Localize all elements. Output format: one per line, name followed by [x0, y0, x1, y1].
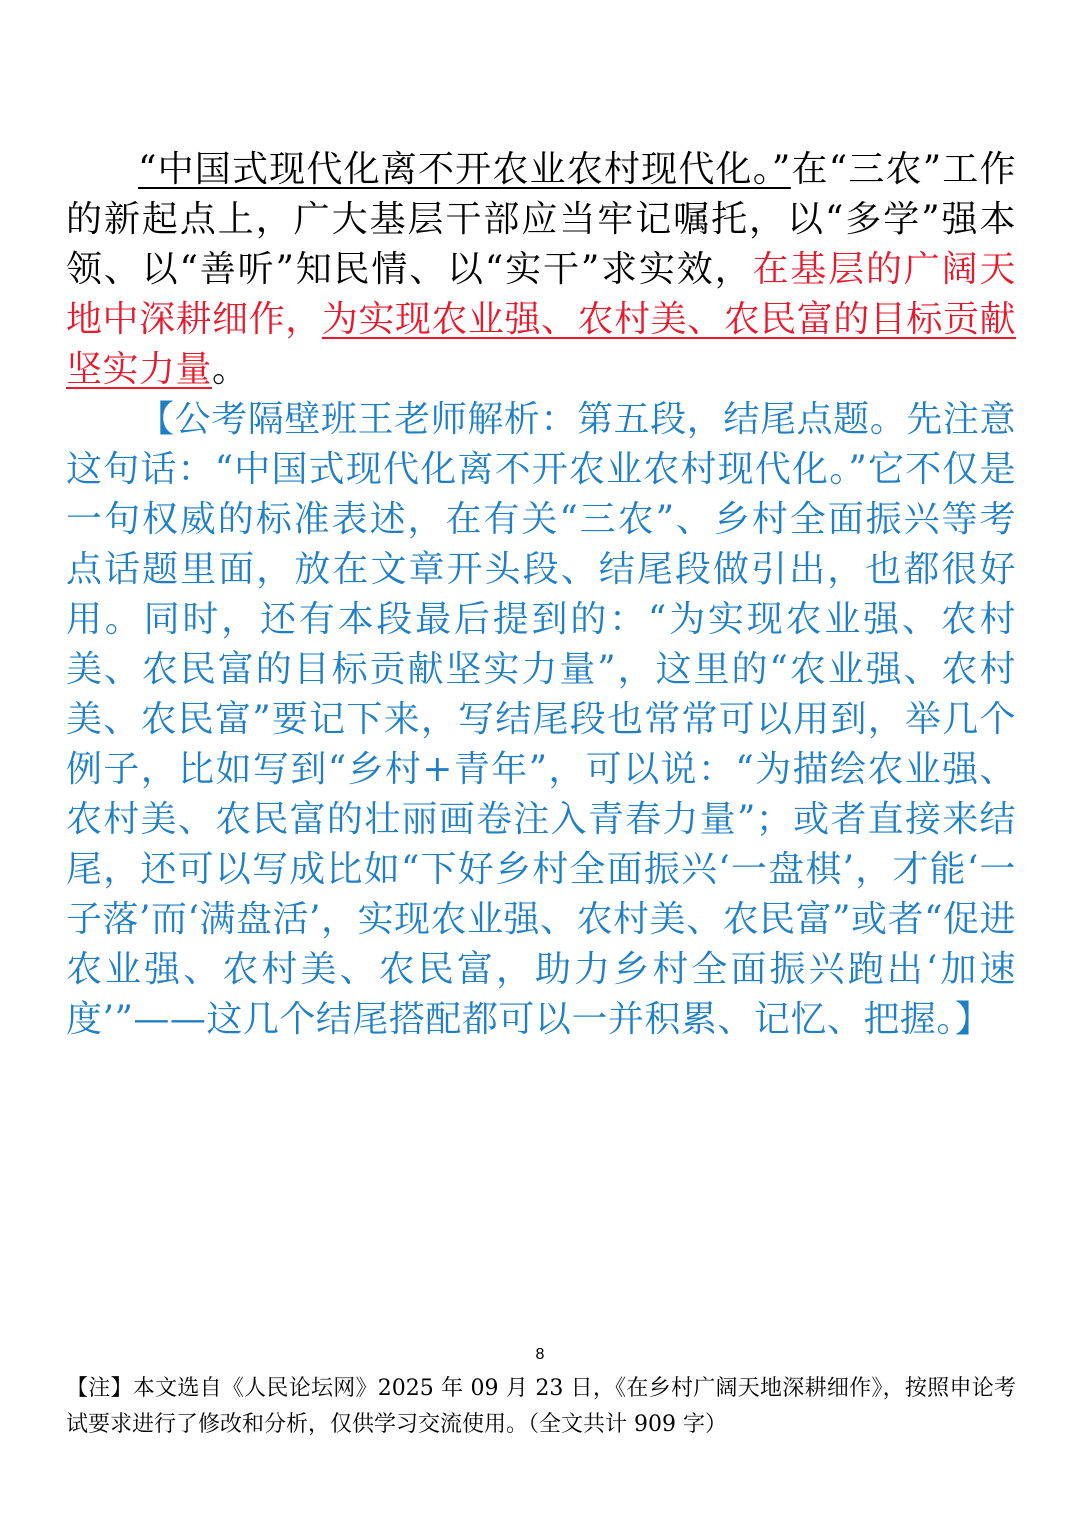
red-highlight-text: 在基层的广阔天地中深耕细作，: [66, 249, 1016, 340]
analysis-paragraph: 【公考隔壁班王老师解析：第五段，结尾点题。先注意这句话：“中国式现代化离不开农业农村现代化。”它不仅是一句权威的标准表述，在有关“三农”、乡村全面振兴等考点话题里面，放在文章开头段、结尾段做引出，也都很好用。同时，还有本段最后提到的：“为实现农业强、农村美、农民富的目标贡献坚实力量”，这里的“农业强、农村美、农民富”要记下来，写结尾段也常常可以用到，举几个例子，比如写到“乡村+青年”，可以说：“为描绘农业强、农村美、农民富的壮丽画卷注入青春力量”；或者直接来结尾，还可以写成比如“下好乡村全面振兴‘一盘棋’，才能‘一子落’而‘满盘活’，实现农业强、农村美、农民富”或者“促进农业强、农村美、农民富，助力乡村全面振兴跑出‘加速度’”——这几个结尾搭配都可以一并积累、记忆、把握。】: [66, 399, 1016, 1040]
conclusion-paragraph: [66, 145, 1016, 395]
conclusion-plain-text: 在“三农”工作的新起点上，广大基层干部应当牢记嘱托，以“多学”强本领、以“善听”知民情、以“实干”求实效，: [66, 149, 1017, 290]
page-number: 8: [535, 1346, 545, 1363]
red-underlined-text: 为实现农业强、农村美、农民富的目标贡献坚实力量: [66, 299, 1016, 390]
footnote: 【注】本文选自《人民论坛网》2025 年 09 月 23 日，《在乡村广阔天地深耕细作》，按照申论考试要求进行了修改和分析，仅供学习交流使用。（全文共计 909 字）: [66, 1376, 1016, 1437]
opening-quote: “中国式现代化离不开农业农村现代化。”: [138, 149, 791, 190]
main-content: [66, 145, 1016, 1045]
conclusion-ending-punctuation: 。: [212, 349, 249, 390]
